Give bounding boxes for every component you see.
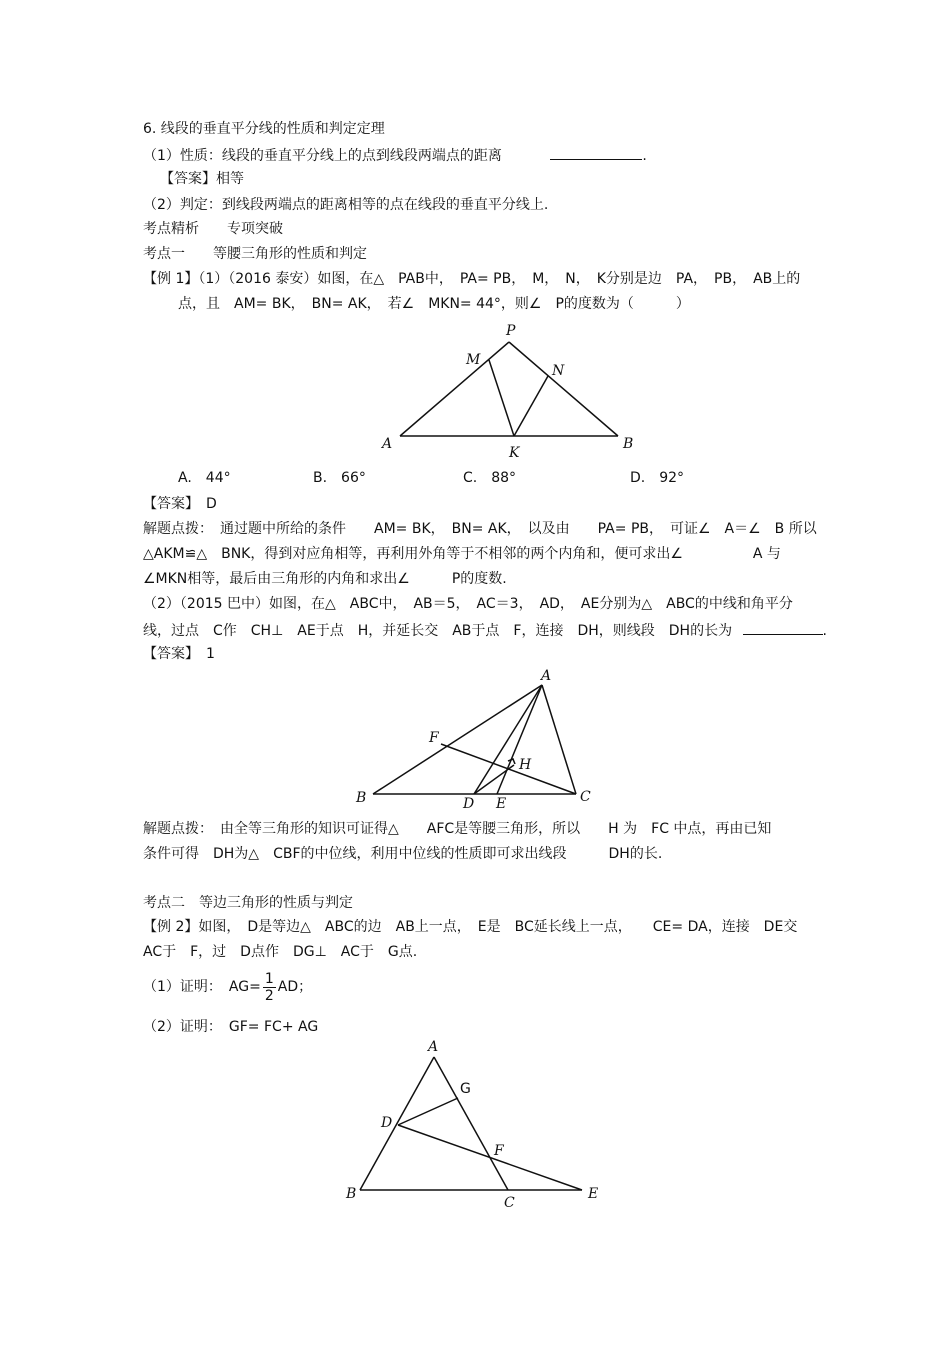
label-a: A (382, 436, 393, 452)
example1b-text: 线，过点 C作 CH⊥ AE于点 H，并延长交 AB于点 F，连接 DH，则线段 DH的长为 (143, 623, 733, 639)
option-c: C. 88° (463, 470, 517, 486)
point2-title: 考点二 等边三角形的性质与判定 (143, 895, 353, 911)
label-n: N (552, 363, 565, 379)
label-c3: C (504, 1195, 515, 1211)
proof1-suffix: AD； (277, 979, 313, 995)
judgment-line: （2）判定：到线段两端点的距离相等的点在线段的垂直平分线上. (143, 197, 549, 213)
option-d: D. 92° (630, 470, 685, 486)
example2-line2: AC于 F，过 D点作 DG⊥ AC于 G点. (143, 944, 418, 960)
label-a2: A (541, 668, 552, 684)
option-b: B. 66° (313, 470, 366, 486)
hint2-line1: 解题点拨： 由全等三角形的知识可证得△ AFC是等腰三角形，所以 H 为 FC 中点，再由已知 (143, 821, 772, 837)
hint2-line2: 条件可得 DH为△ CBF的中位线，利用中位线的性质即可求出线段 DH的长. (143, 846, 663, 862)
label-b3: B (346, 1186, 357, 1202)
proof2-line: （2）证明： GF= FC+ AG (143, 1019, 319, 1035)
label-f2: F (429, 730, 439, 746)
label-m: M (466, 352, 481, 368)
section-title: 6. 线段的垂直平分线的性质和判定定理 (143, 121, 385, 137)
label-c2: C (580, 789, 591, 805)
answer-line: 【答案】相等 (160, 171, 244, 187)
answer1: 【答案】 D (143, 496, 217, 512)
label-e2: E (496, 796, 507, 812)
hint1-line3: ∠MKN相等，最后由三角形的内角和求出∠ P的度数. (143, 571, 507, 587)
label-a3: A (428, 1039, 439, 1055)
label-b: B (623, 436, 634, 452)
example1b-line1: （2）（2015 巴中）如图，在△ ABC中， AB＝5， AC＝3， AD， AE分别为△ ABC的中线和角平分 (143, 596, 793, 612)
label-f3: F (494, 1143, 504, 1159)
label-p: P (506, 323, 516, 339)
example1-line2: 点，且 AM= BK， BN= AK， 若∠ MKN= 44°，则∠ P的度数为（ ） (178, 296, 690, 312)
label-b2: B (356, 790, 367, 806)
period: . (642, 148, 647, 164)
proof1-prefix: （1）证明： AG= (143, 979, 261, 995)
analysis-header: 考点精析 专项突破 (143, 221, 283, 237)
example2-line1: 【例 2】如图， D是等边△ ABC的边 AB上一点， E是 BC延长线上一点， CE= DA，连接 DE交 (143, 919, 798, 935)
property-text: （1）性质：线段的垂直平分线上的点到线段两端点的距离 (143, 148, 502, 164)
label-e3: E (588, 1186, 599, 1202)
label-k: K (509, 445, 520, 461)
label-d2: D (463, 796, 475, 812)
fraction-numerator: 1 (264, 970, 274, 987)
point1-title: 考点一 等腰三角形的性质和判定 (143, 246, 367, 262)
label-g3: G (460, 1081, 471, 1097)
period2: . (822, 623, 827, 639)
label-h2: H (519, 757, 532, 773)
answer2: 【答案】 1 (143, 646, 215, 662)
hint1-line1: 解题点拨： 通过题中所给的条件 AM= BK， BN= AK， 以及由 PA= PB， 可证∠ A＝∠ B 所以 (143, 521, 817, 537)
label-d3: D (381, 1115, 393, 1131)
option-a: A. 44° (178, 470, 231, 486)
example1-line1: 【例 1】（1）（2016 泰安）如图，在△ PAB中， PA= PB， M， N， K分别是边 PA， PB， AB上的 (143, 271, 801, 287)
fraction-denominator: 2 (264, 987, 274, 1004)
hint1-line2: △AKM≌△ BNK，得到对应角相等，再利用外角等于不相邻的两个内角和，便可求出∠ A 与 (143, 546, 781, 562)
